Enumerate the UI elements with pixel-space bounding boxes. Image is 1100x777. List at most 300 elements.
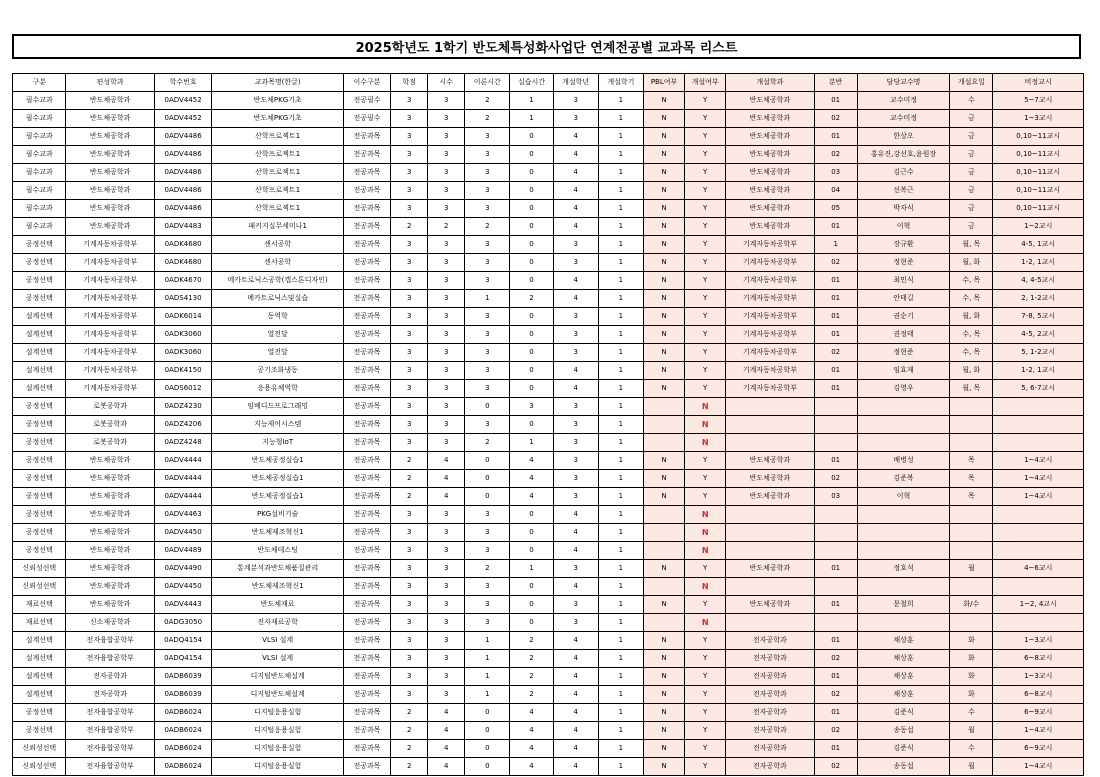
cell-credits: 2: [391, 488, 428, 506]
cell-credits: 3: [391, 434, 428, 452]
cell-credits: 3: [391, 668, 428, 686]
cell-course-name: VLSI 설계: [212, 632, 344, 650]
cell-category: 공정선택: [13, 434, 66, 452]
cell-offered: Y: [685, 740, 726, 758]
table-row: [13, 758, 1084, 776]
cell-year: 4: [553, 722, 598, 740]
cell-day: [950, 542, 993, 560]
cell-credits: 3: [391, 92, 428, 110]
cell-course-code: 0ADV4444: [154, 452, 212, 470]
cell-dept: 기계자동차공학부: [66, 308, 154, 326]
cell-category: 공정선택: [13, 236, 66, 254]
cell-lab-hours: 2: [510, 632, 553, 650]
cell-course-code: 0ADZ4230: [154, 398, 212, 416]
cell-day: 목: [950, 452, 993, 470]
cell-category: 설계선택: [13, 308, 66, 326]
cell-offered: Y: [685, 362, 726, 380]
cell-course-name: 디지털응용실험: [212, 758, 344, 776]
cell-type: 전공과목: [343, 740, 390, 758]
cell-day: 월, 화: [950, 362, 993, 380]
cell-offering-dept: 전자공학과: [726, 740, 814, 758]
cell-offered: N: [685, 434, 726, 452]
cell-offering-dept: 반도체공학과: [726, 560, 814, 578]
cell-course-code: 0ADV4444: [154, 470, 212, 488]
cell-offering-dept: 반도체공학과: [726, 452, 814, 470]
cell-course-code: 0ADV4486: [154, 182, 212, 200]
cell-lab-hours: 0: [510, 128, 553, 146]
cell-professor: 권순기: [857, 308, 950, 326]
cell-lab-hours: 0: [510, 362, 553, 380]
cell-lab-hours: 4: [510, 488, 553, 506]
cell-period: 1~4교시: [993, 470, 1084, 488]
cell-professor: [857, 524, 950, 542]
cell-year: 3: [553, 398, 598, 416]
cell-type: 전공과목: [343, 326, 390, 344]
cell-hours: 4: [428, 740, 465, 758]
cell-credits: 3: [391, 380, 428, 398]
cell-period: 1~2, 4교시: [993, 596, 1084, 614]
cell-hours: 2: [428, 218, 465, 236]
cell-professor: 김영우: [857, 380, 950, 398]
cell-course-name: 전자재료공학: [212, 614, 344, 632]
cell-category: 설계선택: [13, 344, 66, 362]
cell-dept: 반도체공학과: [66, 470, 154, 488]
cell-pbl: N: [644, 560, 685, 578]
cell-offering-dept: 반도체공학과: [726, 218, 814, 236]
cell-dept: 전자융합공학부: [66, 650, 154, 668]
cell-credits: 3: [391, 110, 428, 128]
header-credits: 학점: [391, 74, 428, 92]
cell-course-code: 0ADV4452: [154, 92, 212, 110]
cell-day: 월: [950, 722, 993, 740]
cell-course-name: 산학프로젝트1: [212, 146, 344, 164]
cell-period: 5, 6-7교시: [993, 380, 1084, 398]
cell-course-code: 0ADB6024: [154, 704, 212, 722]
cell-credits: 3: [391, 326, 428, 344]
cell-category: 필수교과: [13, 218, 66, 236]
cell-pbl: N: [644, 200, 685, 218]
cell-course-code: 0ADV4483: [154, 218, 212, 236]
cell-semester: 1: [598, 668, 643, 686]
cell-day: [950, 416, 993, 434]
cell-year: 4: [553, 542, 598, 560]
table-row: [13, 686, 1084, 704]
cell-semester: 1: [598, 362, 643, 380]
cell-type: 전공과목: [343, 182, 390, 200]
cell-hours: 4: [428, 488, 465, 506]
cell-dept: 반도체공학과: [66, 200, 154, 218]
cell-semester: 1: [598, 254, 643, 272]
cell-offering-dept: 기계자동차공학부: [726, 308, 814, 326]
cell-lab-hours: 4: [510, 470, 553, 488]
cell-type: 전공과목: [343, 632, 390, 650]
cell-period: 4~6교시: [993, 560, 1084, 578]
cell-theory-hours: 3: [465, 524, 510, 542]
cell-theory-hours: 3: [465, 164, 510, 182]
cell-period: 1~2교시: [993, 218, 1084, 236]
cell-hours: 3: [428, 272, 465, 290]
cell-category: 신뢰성선택: [13, 740, 66, 758]
cell-pbl: N: [644, 722, 685, 740]
cell-offering-dept: 전자공학과: [726, 650, 814, 668]
cell-offered: Y: [685, 200, 726, 218]
cell-semester: 1: [598, 398, 643, 416]
header-hours: 시수: [428, 74, 465, 92]
cell-professor: 최민식: [857, 272, 950, 290]
cell-course-name: 반도체PKG기초: [212, 110, 344, 128]
cell-course-code: 0ADB6024: [154, 740, 212, 758]
cell-pbl: N: [644, 146, 685, 164]
cell-semester: 1: [598, 326, 643, 344]
cell-credits: 3: [391, 164, 428, 182]
cell-period: 0,10~11교시: [993, 200, 1084, 218]
cell-offered: Y: [685, 164, 726, 182]
cell-course-code: 0ADZ4206: [154, 416, 212, 434]
cell-lab-hours: 0: [510, 416, 553, 434]
cell-section: 02: [814, 758, 857, 776]
table-row: [13, 92, 1084, 110]
cell-day: [950, 614, 993, 632]
cell-course-name: 패키지실무세미나1: [212, 218, 344, 236]
cell-pbl: N: [644, 668, 685, 686]
cell-lab-hours: 2: [510, 668, 553, 686]
cell-course-name: 메카트로닉스공학(캡스톤디자인): [212, 272, 344, 290]
cell-offered: Y: [685, 308, 726, 326]
cell-period: [993, 614, 1084, 632]
cell-offered: Y: [685, 182, 726, 200]
cell-type: 전공과목: [343, 416, 390, 434]
cell-pbl: N: [644, 218, 685, 236]
cell-pbl: N: [644, 254, 685, 272]
cell-type: 전공과목: [343, 398, 390, 416]
cell-year: 3: [553, 344, 598, 362]
header-lab-hours: 실습시간: [510, 74, 553, 92]
cell-offered: N: [685, 578, 726, 596]
cell-dept: 반도체공학과: [66, 560, 154, 578]
cell-year: 3: [553, 416, 598, 434]
cell-year: 4: [553, 380, 598, 398]
header-day: 개설요일: [950, 74, 993, 92]
cell-section: [814, 416, 857, 434]
cell-pbl: N: [644, 488, 685, 506]
cell-period: 1~3교시: [993, 110, 1084, 128]
cell-lab-hours: 4: [510, 740, 553, 758]
cell-pbl: N: [644, 308, 685, 326]
cell-year: 4: [553, 524, 598, 542]
cell-day: 금: [950, 128, 993, 146]
cell-pbl: N: [644, 740, 685, 758]
cell-course-name: 반도체테스팅: [212, 542, 344, 560]
cell-category: 신뢰성선택: [13, 560, 66, 578]
cell-year: 4: [553, 686, 598, 704]
cell-semester: 1: [598, 686, 643, 704]
cell-hours: 3: [428, 380, 465, 398]
cell-course-name: 산학프로젝트1: [212, 200, 344, 218]
cell-offering-dept: 전자공학과: [726, 704, 814, 722]
cell-course-name: 반도체PKG기초: [212, 92, 344, 110]
cell-theory-hours: 3: [465, 128, 510, 146]
cell-category: 설계선택: [13, 380, 66, 398]
cell-semester: 1: [598, 434, 643, 452]
cell-day: 목: [950, 470, 993, 488]
cell-professor: [857, 506, 950, 524]
cell-hours: 3: [428, 182, 465, 200]
cell-year: 3: [553, 308, 598, 326]
cell-day: 화: [950, 650, 993, 668]
cell-year: 4: [553, 218, 598, 236]
cell-course-code: 0ADK4150: [154, 362, 212, 380]
table-row: [13, 542, 1084, 560]
cell-pbl: [644, 416, 685, 434]
cell-pbl: [644, 524, 685, 542]
cell-course-code: 0ADV4486: [154, 200, 212, 218]
cell-pbl: [644, 614, 685, 632]
cell-hours: 3: [428, 434, 465, 452]
cell-course-code: 0ADV4444: [154, 488, 212, 506]
cell-year: 3: [553, 434, 598, 452]
cell-semester: 1: [598, 128, 643, 146]
cell-professor: 정호석: [857, 560, 950, 578]
cell-period: 5, 1-2교시: [993, 344, 1084, 362]
cell-day: 금: [950, 110, 993, 128]
cell-offered: Y: [685, 488, 726, 506]
cell-offering-dept: 기계자동차공학부: [726, 254, 814, 272]
cell-hours: 4: [428, 758, 465, 776]
cell-course-name: 디지털반도체설계: [212, 686, 344, 704]
cell-course-name: 열전달: [212, 326, 344, 344]
cell-semester: 1: [598, 470, 643, 488]
table-row: [13, 560, 1084, 578]
table-row: [13, 506, 1084, 524]
cell-course-code: 0ADV4463: [154, 506, 212, 524]
cell-day: 금: [950, 164, 993, 182]
cell-semester: 1: [598, 164, 643, 182]
cell-course-name: 디지털응용실험: [212, 740, 344, 758]
cell-section: 03: [814, 488, 857, 506]
cell-pbl: N: [644, 596, 685, 614]
table-row: [13, 290, 1084, 308]
cell-year: 3: [553, 110, 598, 128]
cell-credits: 3: [391, 128, 428, 146]
cell-professor: [857, 578, 950, 596]
cell-course-name: 디지털응용실험: [212, 722, 344, 740]
cell-semester: 1: [598, 578, 643, 596]
cell-course-code: 0ADV4443: [154, 596, 212, 614]
cell-hours: 3: [428, 650, 465, 668]
cell-type: 전공과목: [343, 362, 390, 380]
cell-year: 4: [553, 290, 598, 308]
header-semester: 개설학기: [598, 74, 643, 92]
cell-type: 전공과목: [343, 758, 390, 776]
cell-category: 공정선택: [13, 704, 66, 722]
cell-pbl: N: [644, 92, 685, 110]
cell-pbl: N: [644, 362, 685, 380]
cell-offered: N: [685, 398, 726, 416]
cell-offered: Y: [685, 272, 726, 290]
cell-type: 전공과목: [343, 614, 390, 632]
cell-pbl: N: [644, 380, 685, 398]
cell-section: [814, 506, 857, 524]
cell-period: 4, 4-5교시: [993, 272, 1084, 290]
cell-offered: N: [685, 506, 726, 524]
cell-offered: Y: [685, 632, 726, 650]
cell-course-code: 0ADK3060: [154, 326, 212, 344]
cell-hours: 3: [428, 344, 465, 362]
cell-offering-dept: 기계자동차공학부: [726, 362, 814, 380]
cell-professor: 송동섭: [857, 758, 950, 776]
cell-course-code: 0ADG3050: [154, 614, 212, 632]
cell-course-name: 반도체재료: [212, 596, 344, 614]
cell-professor: 교수미정: [857, 92, 950, 110]
cell-category: 공정선택: [13, 254, 66, 272]
cell-year: 3: [553, 92, 598, 110]
cell-offered: Y: [685, 254, 726, 272]
cell-type: 전공과목: [343, 560, 390, 578]
cell-professor: 선복근: [857, 182, 950, 200]
cell-day: 화: [950, 686, 993, 704]
cell-theory-hours: 3: [465, 308, 510, 326]
cell-dept: 반도체공학과: [66, 488, 154, 506]
cell-hours: 3: [428, 128, 465, 146]
cell-course-code: 0ADQ4154: [154, 632, 212, 650]
cell-lab-hours: 1: [510, 434, 553, 452]
cell-hours: 3: [428, 416, 465, 434]
cell-theory-hours: 3: [465, 578, 510, 596]
cell-year: 3: [553, 326, 598, 344]
cell-category: 공정선택: [13, 452, 66, 470]
cell-professor: [857, 398, 950, 416]
header-professor: 담당교수명: [857, 74, 950, 92]
cell-period: 1~4교시: [993, 488, 1084, 506]
cell-type: 전공과목: [343, 164, 390, 182]
cell-semester: 1: [598, 146, 643, 164]
table-row: [13, 380, 1084, 398]
cell-offered: Y: [685, 596, 726, 614]
cell-dept: 기계자동차공학부: [66, 254, 154, 272]
cell-year: 4: [553, 182, 598, 200]
table-row: [13, 398, 1084, 416]
cell-hours: 3: [428, 200, 465, 218]
cell-course-name: 센서공학: [212, 236, 344, 254]
cell-year: 3: [553, 452, 598, 470]
table-row: [13, 704, 1084, 722]
cell-professor: [857, 416, 950, 434]
cell-type: 전공과목: [343, 128, 390, 146]
cell-credits: 3: [391, 236, 428, 254]
course-table: [12, 73, 1084, 776]
cell-year: 4: [553, 704, 598, 722]
cell-professor: 김준식: [857, 740, 950, 758]
cell-lab-hours: 1: [510, 92, 553, 110]
cell-hours: 3: [428, 524, 465, 542]
cell-course-code: 0ADK4670: [154, 272, 212, 290]
cell-offering-dept: 기계자동차공학부: [726, 380, 814, 398]
cell-lab-hours: 2: [510, 686, 553, 704]
cell-type: 전공과목: [343, 236, 390, 254]
cell-lab-hours: 0: [510, 254, 553, 272]
cell-hours: 3: [428, 362, 465, 380]
cell-dept: 기계자동차공학부: [66, 344, 154, 362]
cell-period: [993, 542, 1084, 560]
cell-day: 월: [950, 758, 993, 776]
cell-lab-hours: 0: [510, 506, 553, 524]
cell-pbl: N: [644, 758, 685, 776]
cell-pbl: N: [644, 182, 685, 200]
cell-section: 01: [814, 452, 857, 470]
cell-course-code: 0ADV4486: [154, 128, 212, 146]
cell-semester: 1: [598, 272, 643, 290]
cell-lab-hours: 0: [510, 344, 553, 362]
cell-dept: 전자융합공학부: [66, 704, 154, 722]
cell-lab-hours: 1: [510, 560, 553, 578]
cell-offering-dept: 반도체공학과: [726, 596, 814, 614]
cell-credits: 3: [391, 308, 428, 326]
cell-hours: 3: [428, 560, 465, 578]
cell-year: 4: [553, 272, 598, 290]
cell-dept: 로봇공학과: [66, 398, 154, 416]
cell-lab-hours: 0: [510, 272, 553, 290]
cell-type: 전공과목: [343, 218, 390, 236]
header-year: 개설학년: [553, 74, 598, 92]
cell-offering-dept: 반도체공학과: [726, 110, 814, 128]
cell-type: 전공과목: [343, 434, 390, 452]
cell-year: 4: [553, 668, 598, 686]
cell-category: 공정선택: [13, 542, 66, 560]
cell-theory-hours: 3: [465, 542, 510, 560]
cell-period: 7-8, 5교시: [993, 308, 1084, 326]
cell-credits: 3: [391, 290, 428, 308]
table-row: [13, 254, 1084, 272]
cell-category: 설계선택: [13, 326, 66, 344]
cell-professor: 교수미정: [857, 110, 950, 128]
cell-theory-hours: 0: [465, 704, 510, 722]
cell-theory-hours: 2: [465, 434, 510, 452]
cell-category: 설계선택: [13, 668, 66, 686]
cell-theory-hours: 2: [465, 92, 510, 110]
cell-offering-dept: 전자공학과: [726, 722, 814, 740]
cell-section: 02: [814, 344, 857, 362]
cell-dept: 반도체공학과: [66, 218, 154, 236]
cell-period: 1~3교시: [993, 632, 1084, 650]
cell-dept: 전자융합공학부: [66, 722, 154, 740]
cell-category: 필수교과: [13, 92, 66, 110]
table-row: [13, 326, 1084, 344]
cell-type: 전공과목: [343, 470, 390, 488]
cell-period: 6~8교시: [993, 686, 1084, 704]
cell-course-name: 디지털반도체설계: [212, 668, 344, 686]
cell-offered: N: [685, 542, 726, 560]
cell-category: 공정선택: [13, 722, 66, 740]
cell-year: 3: [553, 614, 598, 632]
cell-theory-hours: 2: [465, 110, 510, 128]
cell-pbl: [644, 506, 685, 524]
header-type: 이수구분: [343, 74, 390, 92]
cell-section: 01: [814, 218, 857, 236]
cell-credits: 3: [391, 650, 428, 668]
cell-professor: 김근수: [857, 164, 950, 182]
cell-theory-hours: 0: [465, 452, 510, 470]
cell-day: 금: [950, 200, 993, 218]
cell-theory-hours: 3: [465, 326, 510, 344]
cell-category: 필수교과: [13, 200, 66, 218]
cell-category: 공정선택: [13, 524, 66, 542]
cell-course-name: 반도체공정실습1: [212, 488, 344, 506]
table-row: [13, 524, 1084, 542]
cell-type: 전공과목: [343, 668, 390, 686]
cell-dept: 기계자동차공학부: [66, 290, 154, 308]
cell-period: 6~9교시: [993, 740, 1084, 758]
cell-day: 화: [950, 632, 993, 650]
